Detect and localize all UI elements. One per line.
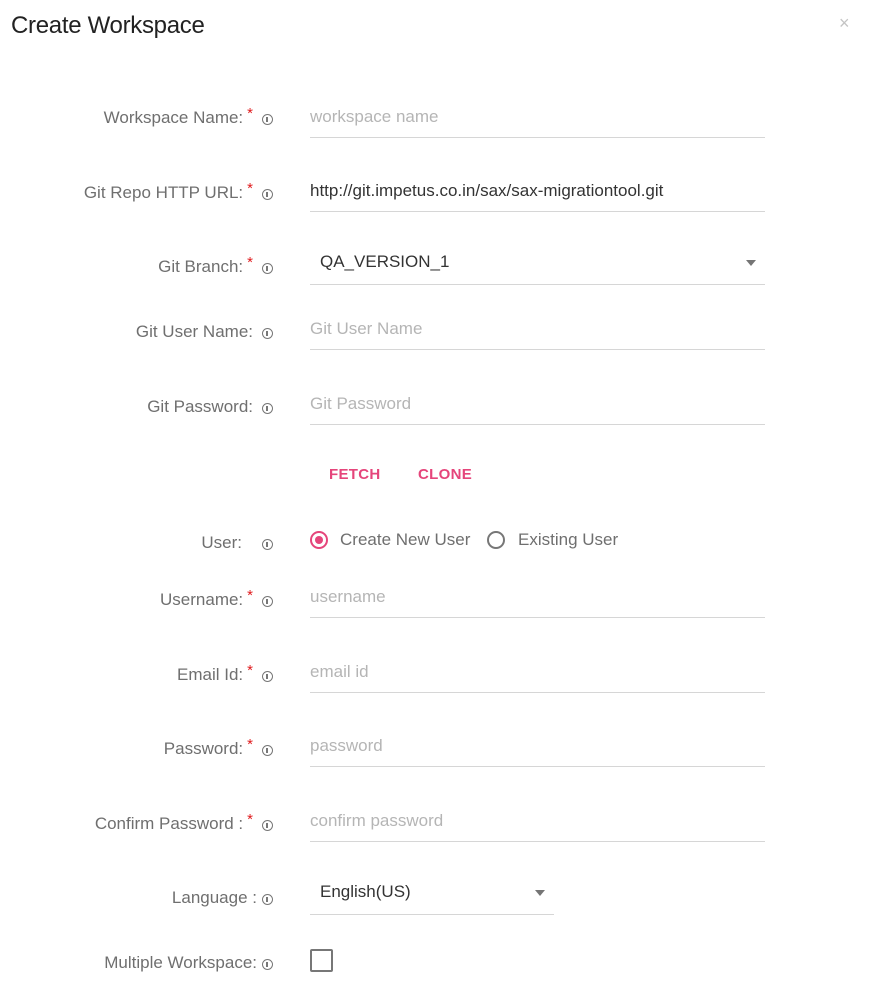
info-icon[interactable]: [262, 894, 273, 905]
git-password-input[interactable]: [310, 391, 765, 417]
workspace-name-field: [310, 104, 765, 138]
info-icon[interactable]: [262, 189, 273, 200]
git-branch-row: [0, 251, 869, 291]
git-user-name-label: Git User Name:: [135, 322, 253, 341]
workspace-name-row: [0, 104, 869, 144]
git-repo-url-input[interactable]: [310, 178, 765, 204]
required-marker: *: [247, 254, 253, 271]
user-row: [0, 528, 869, 568]
create-new-user-label[interactable]: Create New User: [340, 530, 471, 549]
username-label: Username: *: [160, 587, 253, 609]
email-label: Email Id: *: [177, 662, 253, 684]
required-marker: *: [247, 736, 253, 753]
fetch-button[interactable]: FETCH: [329, 466, 381, 483]
info-icon[interactable]: [262, 959, 273, 970]
git-repo-url-label: Git Repo HTTP URL: *: [83, 180, 253, 202]
clone-button[interactable]: CLONE: [418, 466, 472, 483]
info-icon[interactable]: [262, 820, 273, 831]
confirm-password-field: [310, 808, 765, 842]
password-field: [310, 733, 765, 767]
email-row: [0, 659, 869, 699]
multiple-workspace-row: [0, 948, 869, 988]
git-user-name-input[interactable]: [310, 316, 765, 342]
info-icon[interactable]: [262, 328, 273, 339]
required-marker: *: [247, 105, 253, 122]
info-icon[interactable]: [262, 671, 273, 682]
username-field: [310, 584, 765, 618]
language-select[interactable]: [310, 881, 554, 915]
info-icon[interactable]: [262, 539, 273, 550]
language-row: [0, 881, 869, 921]
git-password-row: [0, 391, 869, 431]
git-user-name-field: [310, 316, 765, 350]
close-icon[interactable]: ×: [839, 13, 850, 33]
info-icon[interactable]: [262, 263, 273, 274]
multiple-workspace-label: Multiple Workspace:: [104, 953, 257, 972]
dialog-title: Create Workspace: [11, 12, 205, 39]
email-field: [310, 659, 765, 693]
git-branch-label: Git Branch: *: [158, 254, 253, 276]
email-input[interactable]: [310, 659, 765, 685]
chevron-down-icon: [746, 260, 756, 266]
username-row: [0, 584, 869, 624]
username-input[interactable]: [310, 584, 765, 610]
required-marker: *: [247, 662, 253, 679]
info-icon[interactable]: [262, 745, 273, 756]
git-branch-value: QA_VERSION_1: [320, 252, 450, 271]
git-password-field: [310, 391, 765, 425]
git-repo-url-row: [0, 178, 869, 218]
workspace-name-input[interactable]: [310, 104, 765, 130]
multiple-workspace-checkbox[interactable]: [310, 949, 333, 972]
password-row: [0, 733, 869, 773]
confirm-password-row: [0, 808, 869, 848]
required-marker: *: [247, 587, 253, 604]
info-icon[interactable]: [262, 403, 273, 414]
create-new-user-radio[interactable]: [310, 531, 328, 549]
language-label: Language :: [171, 888, 257, 907]
language-value: English(US): [320, 882, 411, 901]
git-repo-url-field: [310, 178, 765, 212]
git-user-name-row: [0, 316, 869, 356]
user-label: User:: [201, 533, 242, 552]
confirm-password-label: Confirm Password : *: [94, 811, 253, 833]
chevron-down-icon: [535, 890, 545, 896]
info-icon[interactable]: [262, 114, 273, 125]
git-password-label: Git Password:: [147, 397, 253, 416]
existing-user-label[interactable]: Existing User: [518, 530, 619, 549]
password-input[interactable]: [310, 733, 765, 759]
existing-user-radio[interactable]: [487, 531, 505, 549]
confirm-password-input[interactable]: [310, 808, 765, 834]
required-marker: *: [247, 180, 253, 197]
git-branch-select[interactable]: [310, 251, 765, 285]
password-label: Password: *: [163, 736, 253, 758]
info-icon[interactable]: [262, 596, 273, 607]
required-marker: *: [247, 811, 253, 828]
workspace-name-label: Workspace Name: *: [103, 105, 253, 127]
